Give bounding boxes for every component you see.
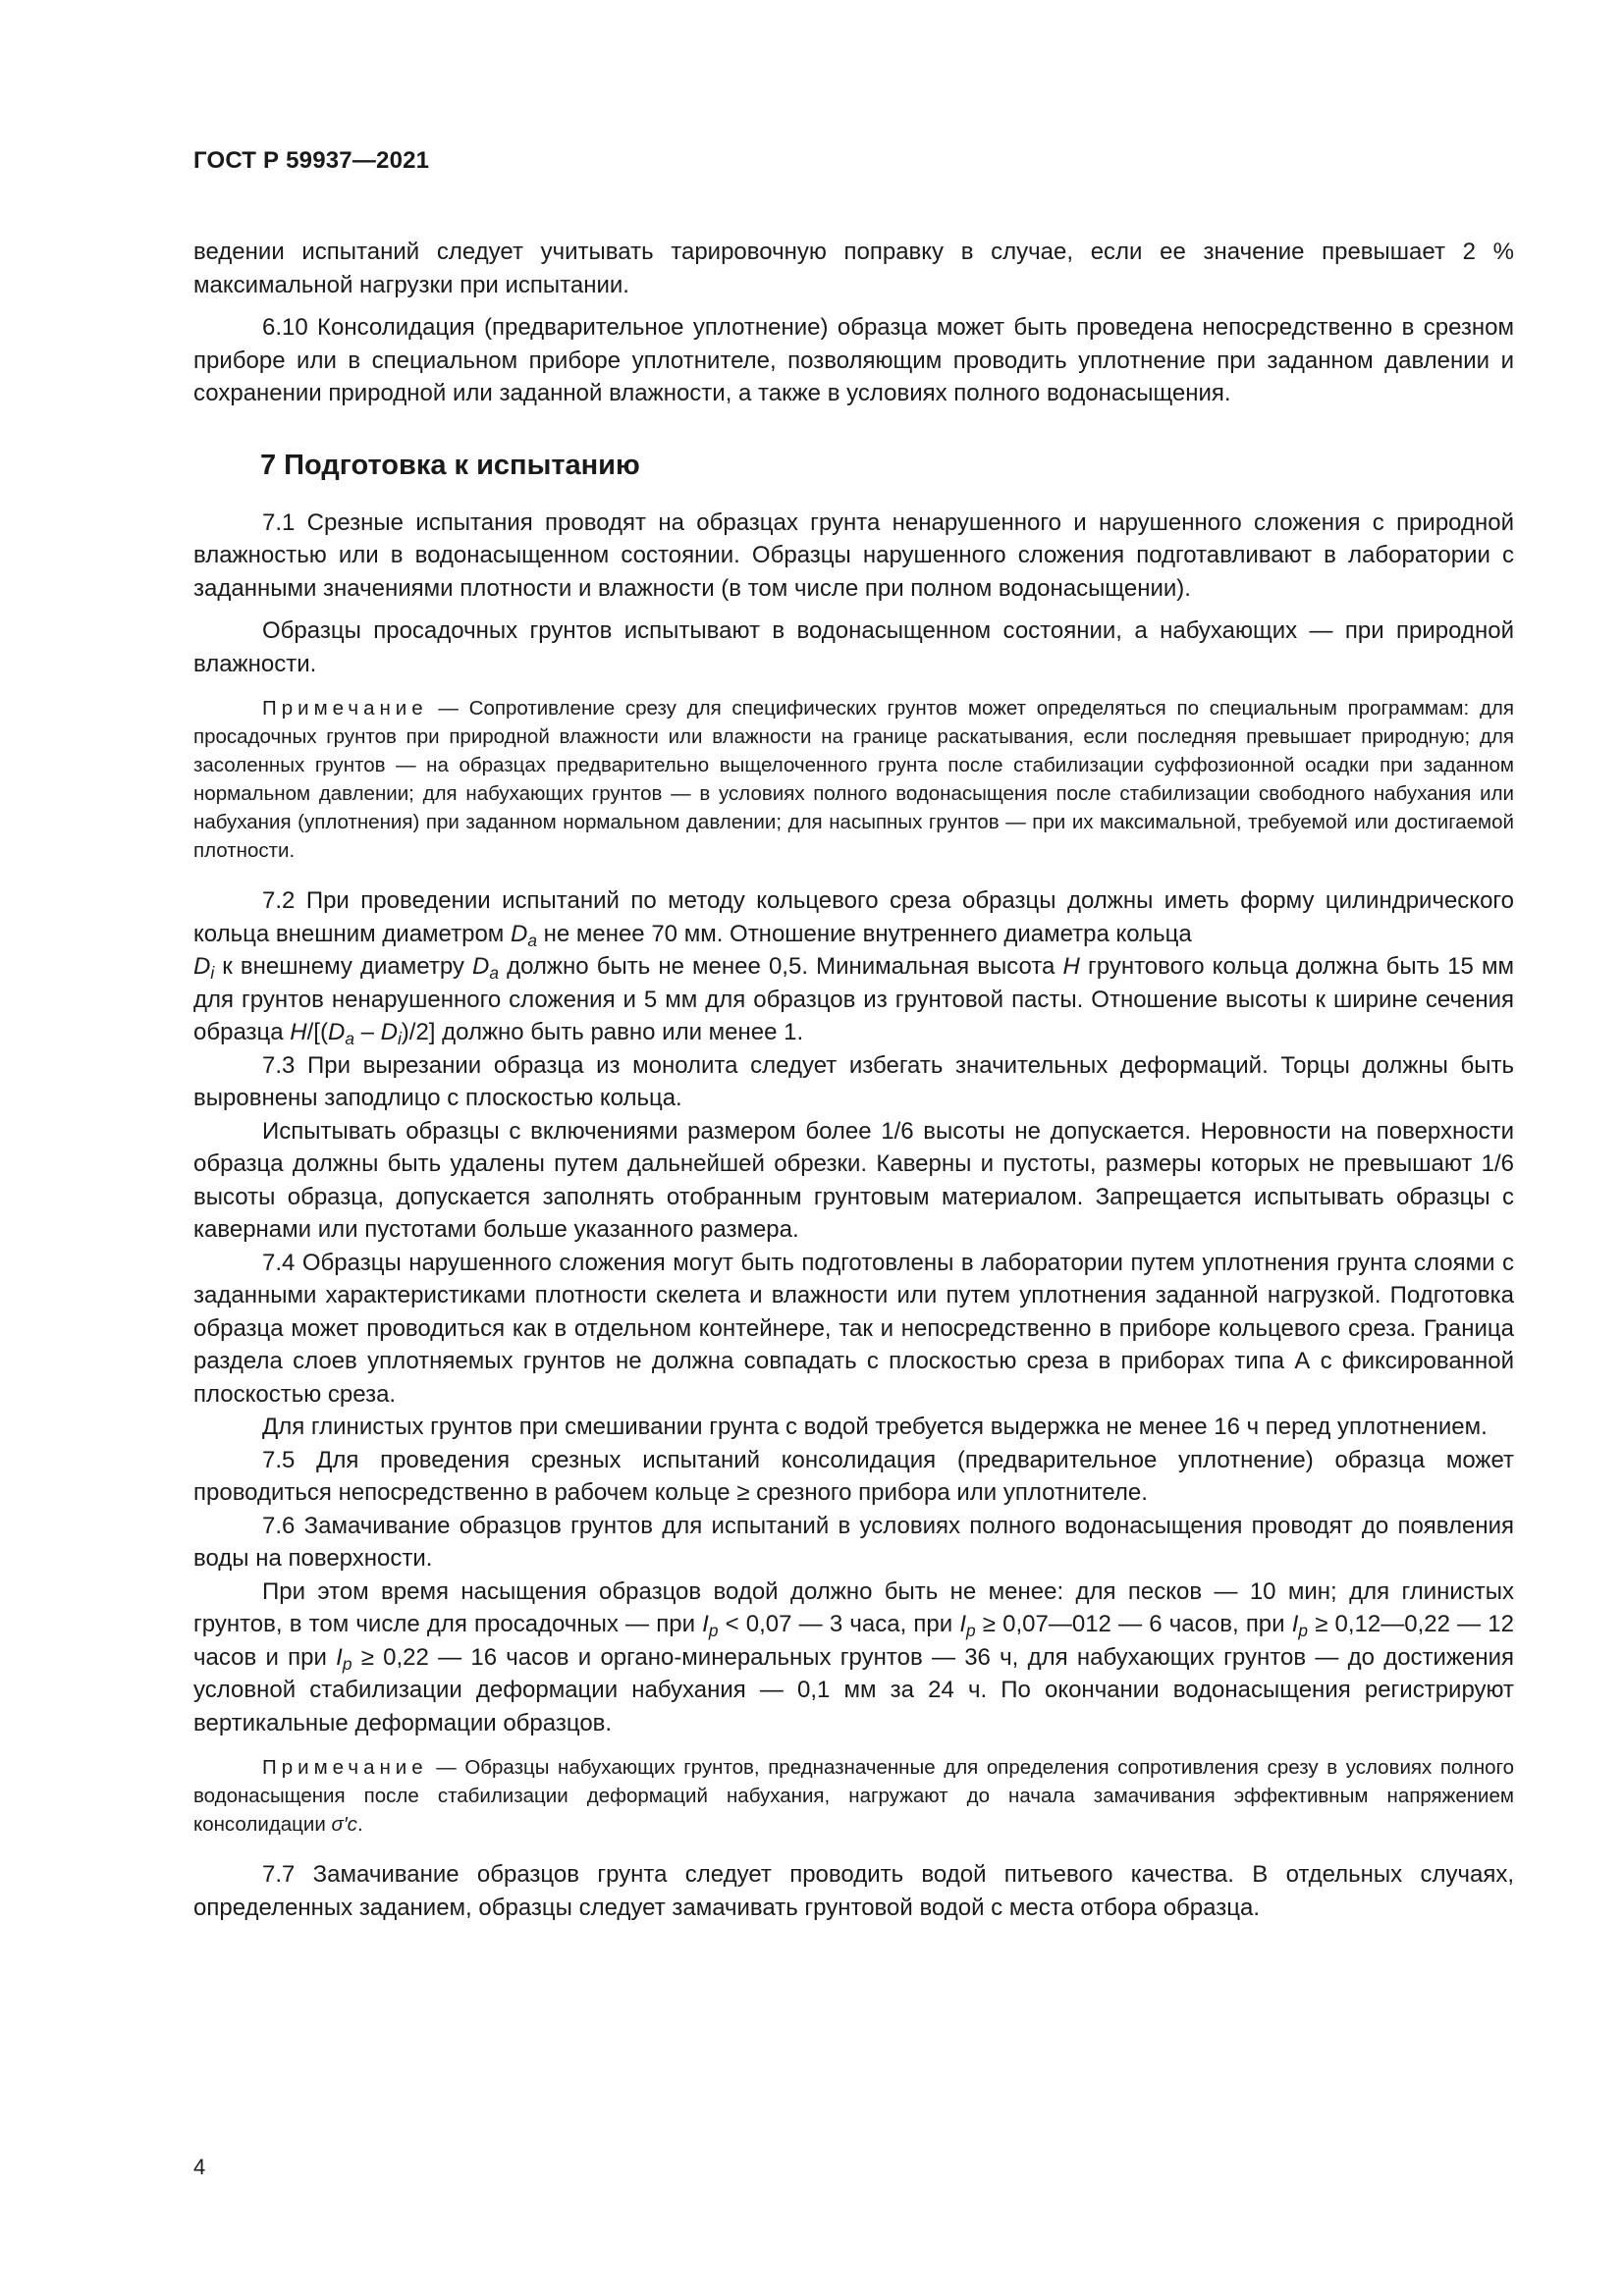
section-7-title: 7 Подготовка к испытанию	[260, 449, 640, 481]
paragraph-7-1b: Образцы просадочных грунтов испытывают в водонасыщенном состоянии, а набухающих — при природной влажности.	[193, 617, 1514, 677]
paragraph-7-2: 7.2 При проведении испытаний по методу кольцевого среза образцы должны иметь форму цилиндрического кольца внешним диаметром $D_a$ не менее 70 мм. Отношение внутреннего диаметра кольца $D_i$ к внешнему диаметру $D_a$ должно быть не менее 0,5. Минимальная высота H грунтового кольца должна быть 15 мм для грунтов ненарушенного сложения и 5 мм для образцов из грунтовой пасты. Отношение высоты к ширине сечения образца $H/[(D_a - D_i)/2]$ должно быть равно или менее 1.	[193, 887, 1515, 1049]
paragraph-7-3b: Испытывать образцы с включениями размером более 1/6 высоты не допускается. Неровности на поверхности образца должны быть удалены путем дальнейшей обрезки. Каверны и пустоты, размеры которых не превышают 1/6 высоты образца, допускается заполнять отобранным грунтовым материалом. Запрещается испытывать образцы с кавернами или пустотами больше указанного размера.	[193, 1117, 1514, 1243]
note-2: Примечание — Образцы набухающих грунтов, предназначенные для определения сопротивления срезу в условиях полного водонасыщения после стабилизации деформаций набухания, нагружают до начала замачивания эффективным напряжением консолидации σ′c.	[193, 1756, 1514, 1836]
note-label: Примечание	[262, 1756, 428, 1779]
note-text: — Образцы набухающих грунтов, предназначенные для определения сопротивления срезу в условиях полного водонасыщения после стабилизации деформаций набухания, нагружают до начала замачивания эффективным напряжением консолидации	[193, 1756, 1514, 1836]
paragraph-7-3: 7.3 При вырезании образца из монолита следует избегать значительных деформаций. Торцы должны быть выровнены заподлицо с плоскостью кольца.	[193, 1051, 1514, 1111]
document-header: ГОСТ Р 59937—2021	[193, 147, 430, 174]
document-page	[193, 147, 1514, 1924]
paragraph-7-6b: При этом время насыщения образцов водой должно быть не менее: для песков — 10 мин; для глинистых грунтов, в том числе для просадочных — при $I_p < 0,07$ — 3 часа, при $I_p$ ≥ 0,07—012 — 6 часов, при $I_p$ ≥ 0,12—0,22 — 12 часов и при $I_p \ge 0,22$ — 16 часов и органо-минеральных грунтов — 36 ч, для набухающих грунтов — до достижения условной стабилизации деформации набухания — 0,1 мм за 24 ч. По окончании водонасыщения регистрируют вертикальные деформации образцов.	[193, 1577, 1515, 1736]
paragraph-7-4b: Для глинистых грунтов при смешивании грунта с водой требуется выдержка не менее 16 ч перед уплотнением.	[262, 1414, 1488, 1440]
note-1	[193, 694, 1514, 865]
paragraph-7-7: 7.7 Замачивание образцов грунта следует проводить водой питьевого качества. В отдельных случаях, определенных заданием, образцы следует замачивать грунтовой водой с места отбора образца.	[193, 1861, 1514, 1921]
paragraph-7-1: 7.1 Срезные испытания проводят на образцах грунта ненарушенного и нарушенного сложения с природной влажностью или в водонасыщенном состоянии. Образцы нарушенного сложения подготавливают в лаборатории с заданными значениями плотности и влажности (в том числе при полном водонасыщении).	[193, 508, 1514, 602]
paragraph-6-10: 6.10 Консолидация (предварительное уплотнение) образца может быть проведена непосредственно в срезном приборе или в специальном приборе уплотнителе, позволяющим проводить уплотнение при заданном давлении и сохранении природной или заданной влажности, а также в условиях полного водонасыщения.	[193, 314, 1514, 406]
note-label: Примечание	[262, 697, 428, 720]
page-number: 4	[193, 2155, 206, 2179]
paragraph-7-5: 7.5 Для проведения срезных испытаний консолидация (предварительное уплотнение) образца может проводиться непосредственно в рабочем кольце ≥ срезного прибора или уплотнителе.	[193, 1446, 1514, 1506]
paragraph-7-6: 7.6 Замачивание образцов грунтов для испытаний в условиях полного водонасыщения проводят до появления воды на поверхности.	[193, 1512, 1514, 1572]
sigma-symbol: σ′c	[331, 1813, 357, 1836]
paragraph-continued: ведении испытаний следует учитывать тарировочную поправку в случае, если ее значение превышает 2 % максимальной нагрузки при испытании.	[193, 239, 1514, 298]
paragraph-7-4: 7.4 Образцы нарушенного сложения могут быть подготовлены в лаборатории путем уплотнения грунта слоями с заданными характеристиками плотности скелета и влажности или путем уплотнения заданной нагрузкой. Подготовка образца может проводиться как в отдельном контейнере, так и непосредственно в приборе кольцевого среза. Граница раздела слоев уплотняемых грунтов не должна совпадать с плоскостью среза в приборах типа А с фиксированной плоскостью среза.	[193, 1249, 1514, 1408]
note-text: — Сопротивление срезу для специфических грунтов может определяться по специальным программам: для просадочных грунтов при природной влажности или влажности на границе раскатывания, если последняя превышает природную; для засоленных грунтов — на образцах предварительно выщелоченного грунта после стабилизации суффозионной осадки при заданном нормальном давлении; для набухающих грунтов — в условиях полного водонасыщения после стабилизации свободного набухания или набухания (уплотнения) при заданном нормальном давлении; для насыпных грунтов — при их максимальной, требуемой или достигаемой плотности.	[193, 697, 1514, 862]
